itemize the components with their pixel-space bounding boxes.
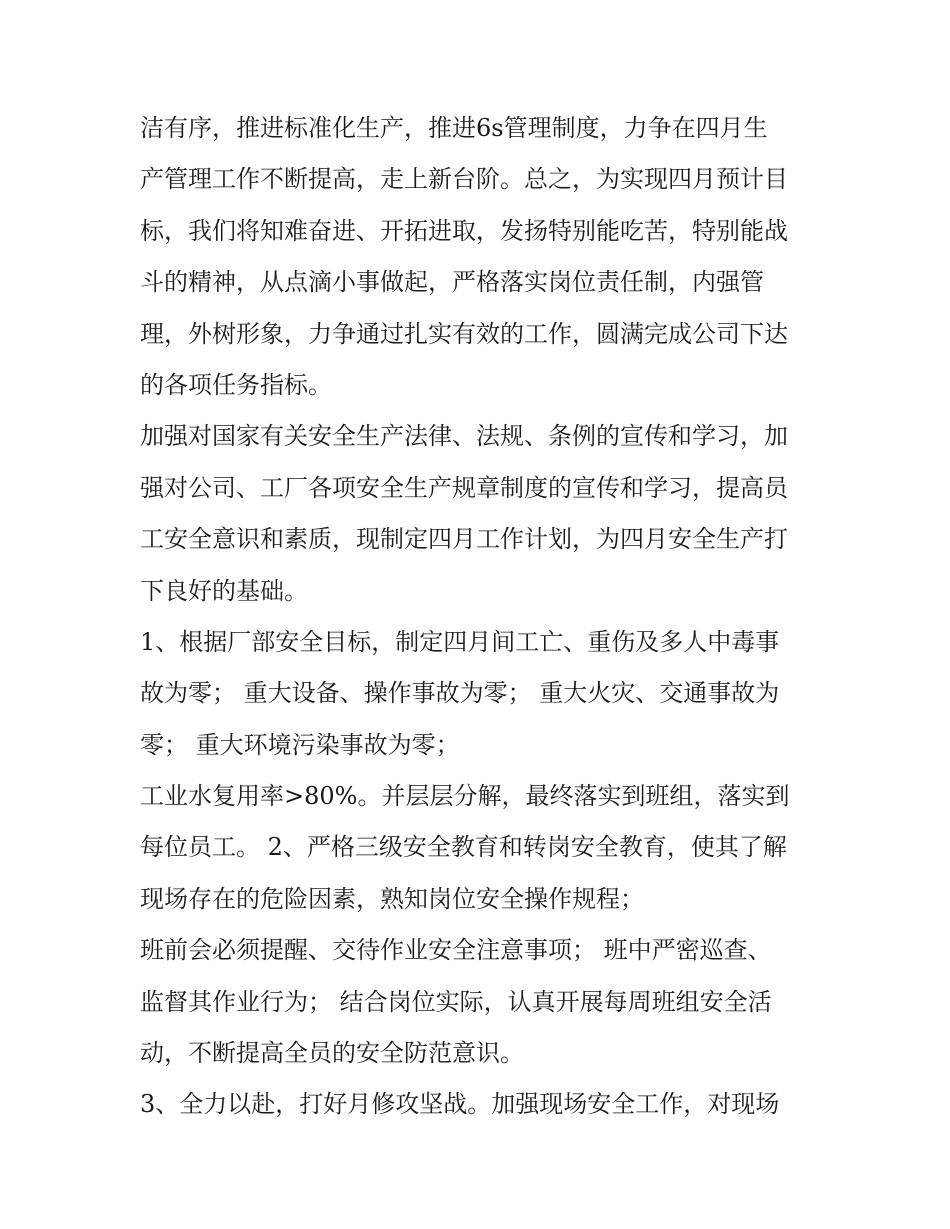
text-line: 工业水复用率>80%。并层层分解，最终落实到班组，落实到	[140, 782, 790, 811]
text-line: 监督其作业行为； 结合岗位实际，认真开展每周班组安全活	[140, 987, 772, 1016]
text-line: 工安全意识和素质，现制定四月工作计划，为四月安全生产打	[140, 525, 788, 554]
text-line: 1、根据厂部安全目标，制定四月间工亡、重伤及多人中毒事	[140, 627, 780, 656]
document-body	[140, 103, 820, 1131]
text-line: 强对公司、工厂各项安全生产规章制度的宣传和学习，提高员	[140, 473, 788, 502]
text-line: 的各项任务指标。	[140, 370, 332, 399]
text-line: 下良好的基础。	[140, 576, 308, 605]
text-line: 零； 重大环境污染事故为零；	[140, 730, 460, 759]
text-line: 每位员工。 2、严格三级安全教育和转岗安全教育，使其了解	[140, 833, 787, 862]
text-line: 现场存在的危险因素，熟知岗位安全操作规程；	[140, 884, 644, 913]
text-line: 洁有序，推进标准化生产，推进6s管理制度，力争在四月生	[140, 114, 768, 142]
text-line: 理，外树形象，力争通过扎实有效的工作，圆满完成公司下达	[140, 319, 788, 348]
text-line: 故为零； 重大设备、操作事故为零； 重大火灾、交通事故为	[140, 679, 780, 708]
text-line: 标，我们将知难奋进、开拓进取，发扬特别能吃苦，特别能战	[140, 216, 788, 245]
text-line: 斗的精神，从点滴小事做起，严格落实岗位责任制，内强管	[140, 268, 764, 297]
text-line: 3、全力以赴，打好月修攻坚战。加强现场安全工作，对现场	[140, 1090, 780, 1119]
text-line: 加强对国家有关安全生产法律、法规、条例的宣传和学习，加	[140, 422, 788, 451]
text-line: 班前会必须提醒、交待作业安全注意事项； 班中严密巡查、	[140, 936, 772, 965]
text-line: 动，不断提高全员的安全防范意识。	[140, 1039, 524, 1068]
text-line: 产管理工作不断提高，走上新台阶。总之，为实现四月预计目	[140, 165, 788, 194]
